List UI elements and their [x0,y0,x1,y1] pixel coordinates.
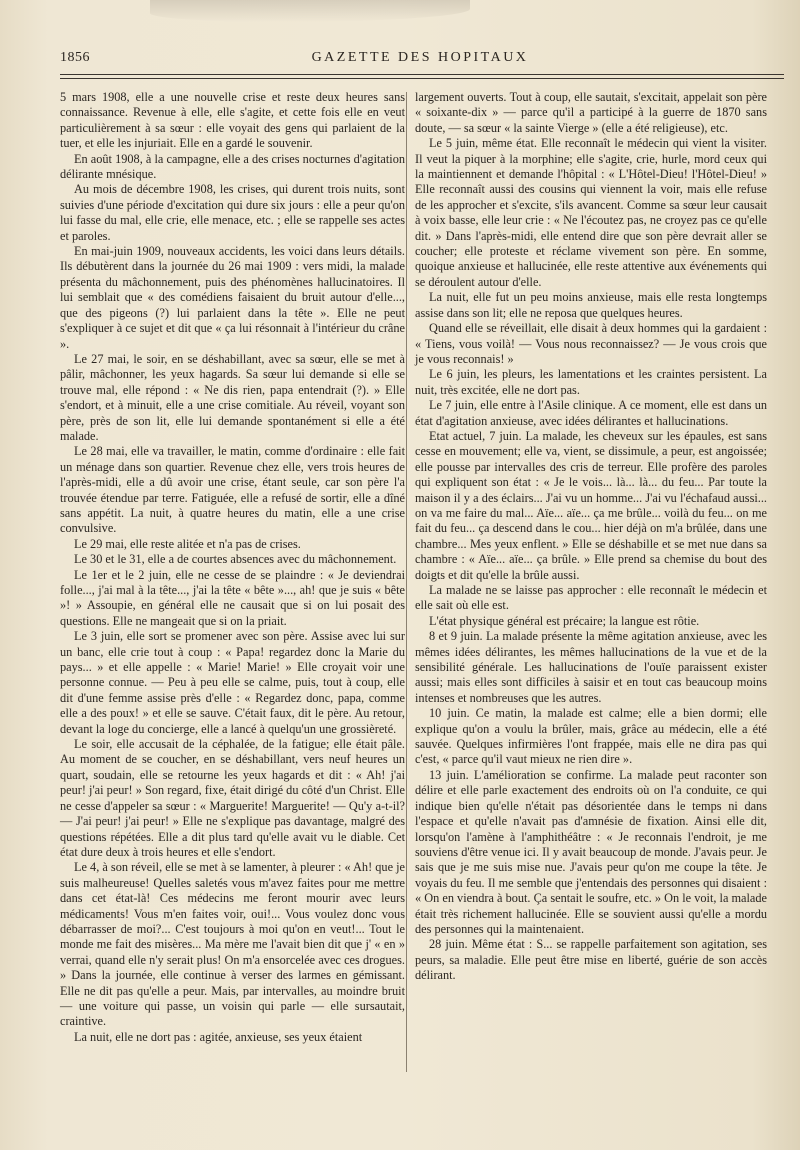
paragraph: Le 1er et le 2 juin, elle ne cesse de se plaindre : « Je deviendrai folle..., j'ai mal à la tête..., j'ai la tête « bête »..., ah! que je suis « bête »! » Assoupie, en général elle ne causait que si on lui posait des questions. Elle ne mangeait que si on la priait. [60,567,405,628]
header-rule-bottom [60,78,784,79]
paragraph: La nuit, elle fut un peu moins anxieuse, mais elle resta longtemps assise dans son lit; elle ne reposa que quelques heures. [415,290,767,320]
left-column [60,90,405,1045]
paragraph: largement ouverts. Tout à coup, elle sautait, s'excitait, appelait son père « soixante-dix » — parce qu'il a participé à la guerre de 1870 sans doute, — sa sœur « la sainte Vierge » (elle a été religieuse), etc. [415,90,767,135]
paragraph: Le 7 juin, elle entre à l'Asile clinique. A ce moment, elle est dans un état d'agitation anxieuse, avec idées délirantes et hallucinations. [415,398,767,428]
paragraph: 28 juin. Même état : S... se rappelle parfaitement son agitation, ses peurs, sa maladie. Elle peut être mise en liberté, guérie de son accès délirant. [415,937,767,983]
paragraph: Le 28 mai, elle va travailler, le matin, comme d'ordinaire : elle fait un ménage dans son quartier. Revenue chez elle, vers trois heures de l'après-midi, elle a dû avoir une crise, étant seule, car son père l'a trouvée étendue par terre. Fatiguée, elle a refusé de sortir, elle a dîné sans appétit. La nuit, à quatre heures du matin, elle a une crise convulsive. [60,444,405,536]
paragraph: Etat actuel, 7 juin. La malade, les cheveux sur les épaules, est sans cesse en mouvement; elle va, vient, se dissimule, a peur, est angoissée; elle pousse par intervalles des cris de terreur. Elle profère des paroles qui expliquent son état : « Je le vois... là... là... du feu... Par toute la maison il y a des éclairs... J'ai vu un homme... J'ai vu l'échafaud aussi... on va me faire du mal... Aïe... aïe... ça me brûle... voilà du feu... on me fait du feu... ça descend dans le cou... hier déjà on m'a brûlée, dans une chambre... Mes yeux enflent. » Elle se déshabille et se met nue dans sa chambre : « Aïe... aïe... ça brûle. » Elle prend sa chemise du bout des doigts et dit qu'elle la brûle aussi. [415,428,767,582]
paragraph: Le 29 mai, elle reste alitée et n'a pas de crises. [74,536,301,551]
journal-title: GAZETTE DES HOPITAUX [311,50,529,65]
paragraph: Le 4, à son réveil, elle se met à se lamenter, à pleurer : « Ah! que je suis malheureuse! Quelles saletés vous m'avez faites pour me mettre dans cet état-là! Ces médecins me feront mourir avec leurs médicaments! Vous m'en faites voir, oui!... Vous voulez donc vous débarrasser de moi?... C'est toujours à moi qu'on en veut!... Tout le monde me fait des misères... Ma mère me l'avait bien dit que j' « en » verrai, quand elle n'y serait plus! On m'a ensorcelée avec ces drogues. » Dans la journée, elle continue à verser des larmes en gémissant. Elle ne dit pas qu'elle a peur. Mais, par intervalles, au moindre bruit — une voiture qui passe, un voisin qui parle — elle sursautait, craintive. [60,860,405,1029]
paragraph: Quand elle se réveillait, elle disait à deux hommes qui la gardaient : « Tiens, vous voilà! — Vous nous reconnaissez? — Je vous crois que je vous reconnais! » [415,321,767,366]
paragraph: Le 6 juin, les pleurs, les lamentations et les craintes persistent. La nuit, très excitée, elle ne dort pas. [415,367,767,397]
paragraph: La malade ne se laisse pas approcher : elle reconnaît le médecin et elle sait où elle est. [415,583,767,613]
paragraph: Le 27 mai, le soir, en se déshabillant, avec sa sœur, elle se met à pâlir, mâchonner, les yeux hagards. Sa sœur lui demande si elle se trouve mal, elle répond : « Ne dis rien, papa entendrait (?). » Elle s'endort, et à minuit, elle a une crise comitiale. Au réveil, voyant son père, près de son lit, elle lui demande spontanément si elle a été malade. [60,351,405,443]
right-column [415,90,767,984]
paragraph: Le soir, elle accusait de la céphalée, de la fatigue; elle était pâle. Au moment de se coucher, en se déshabillant, vers neuf heures un quart, soudain, elle se retourne les yeux hagards et dit : « Ah! j'ai peur! j'ai peur! » Son regard, fixe, était dirigé du côté d'un Christ. Elle ne cesse d'appeler sa sœur : « Marguerite! Marguerite! — Qu'y a-t-il? — J'ai peur! j'ai peur! » Elle ne s'explique pas davantage, malgré des questions répétées. Elle a dit plus tard qu'elle avait vu le diable. Cet état dure deux à trois heures et elle s'endort. [60,737,405,859]
page-number: 1856 [60,50,90,65]
paragraph: L'état physique général est précaire; la langue est rôtie. [429,613,700,628]
paragraph: Au mois de décembre 1908, les crises, qui durent trois nuits, sont suivies d'une période d'excitation qui dure six jours : elle a peur qu'on lui fasse du mal, elle crie, elle menace, etc. ; elle se rappelle ses actes et paroles. [60,182,405,243]
paragraph: Le 30 et le 31, elle a de courtes absences avec du mâchonnement. [74,552,397,567]
paragraph: En août 1908, à la campagne, elle a des crises nocturnes d'agitation délirante mnésique. [60,151,405,182]
page-stain [150,0,470,22]
paragraph: La nuit, elle ne dort pas : agitée, anxieuse, ses yeux étaient [74,1029,363,1044]
column-divider [406,92,407,1072]
paragraph: 5 mars 1908, elle a une nouvelle crise et reste deux heures sans connaissance. Revenue à elle, elle s'agite, et cette fois elle en veut particulièrement à sa sœur : elle voyait des gens qui parlaient de la tuer, et elle les injuriait. Elle en a gardé le souvenir. [60,90,405,151]
paragraph: 13 juin. L'amélioration se confirme. La malade peut raconter son délire et elle parle exactement des endroits où on l'a conduite, ce qui indique bien qu'elle n'était pas désorientée dans le temps ni dans l'espace et qu'elle n'avait pas d'amnésie de fixation. Ainsi elle dit, lorsqu'on l'amène à l'amphithéâtre : « Je reconnais l'endroit, je me souviens d'être venue ici. Il y avait beaucoup de monde. J'avais peur. Je sais que je me suis mise nue. J'avais peur qu'on me coupe la tête. Je voyais du feu. Il me semble que j'entendais des personnes qui disaient : « On en viendra à bout. Ça sentait le soufre, etc. » On le voit, la malade était très richement hallucinée. Elle se souvient aussi qu'elle a mordu des personnes qui la maintenaient. [415,767,767,936]
paragraph: Le 5 juin, même état. Elle reconnaît le médecin qui vient la visiter. Il veut la piquer à la morphine; elle s'agite, crie, hurle, mord ceux qui la maintiennent et demande l'hôpital : « L'Hôtel-Dieu! l'Hôtel-Dieu! » Elle reconnaît aussi des cousins qui viennent la voir, mais elle refuse de les approcher et s'excite, s'ils avancent. Comme sa sœur leur causait à voix basse, elle leur crie : « Ne l'écoutez pas, ne croyez pas ce qu'elle dit. » Dans l'après-midi, elle entend dire que son père devrait aller se coucher; elle proteste et réclame vivement son père. En somme, quoique anxieuse et hallucinée, elle reste attentive aux événements qui se déroulent autour d'elle. [415,136,767,289]
paragraph: Le 3 juin, elle sort se promener avec son père. Assise avec lui sur un banc, elle crie tout à coup : « Papa! regardez donc la Marie du pays... » et elle appelle : « Marie! Marie! » Elle croyait voir une personne connue. — Peu à peu elle se calme, puis, tout à coup, elle dit d'une femme assise près d'elle : « Regardez donc, papa, comme elle a des poux! » et elle se sauve. C'était faux, dit le père. Au retour, devant la loge du concierge, elle a lancé à quelqu'un une grossièreté. [60,629,405,736]
paragraph: En mai-juin 1909, nouveaux accidents, les voici dans leurs détails. Ils débutèrent dans la journée du 26 mai 1909 : vers midi, la malade présenta du mâchonnement, puis des phénomènes hallucinatoires. Il lui semblait que « des comédiens faisaient du bruit autour d'elle..., que des pigeons (?) lui parlaient dans la tête ». Elle ne peut s'expliquer à ce sujet et dit que « ça lui résonnait à l'intérieur du crâne ». [60,244,405,351]
paragraph: 8 et 9 juin. La malade présente la même agitation anxieuse, avec les mêmes idées délirantes, les mêmes hallucinations de la vue et de la sensibilité générale. Les hallucinations de l'ouïe paraissent exister aussi; mais elles sont difficiles à saisir et en tout cas beaucoup moins intenses et nombreuses que les autres. [415,629,767,705]
header-rule-top [60,74,784,75]
page-header [60,50,780,72]
paragraph: 10 juin. Ce matin, la malade est calme; elle a bien dormi; elle explique qu'on a voulu la brûler, mais, grâce au médecin, elle a été sauvée. Quelques infirmières l'ont frappée, mais elle ne dira pas qui c'est, « parce qu'il vaut mieux ne rien dire ». [415,706,767,767]
